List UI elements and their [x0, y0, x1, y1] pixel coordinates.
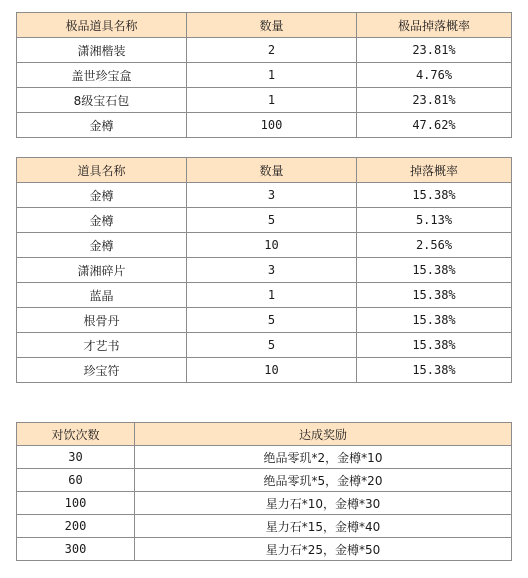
table-cell: 金樽 [17, 208, 187, 233]
table-row [17, 446, 512, 469]
table-cell: 金樽 [17, 113, 187, 138]
table-row [17, 88, 512, 113]
table-row [17, 492, 512, 515]
table-cell: 2 [187, 38, 357, 63]
table-cell: 星力石*25，金樽*50 [135, 538, 512, 561]
table-cell: 23.81% [357, 38, 512, 63]
table-row [17, 515, 512, 538]
table-row [17, 469, 512, 492]
table-row [17, 233, 512, 258]
item-drop-table [16, 157, 512, 383]
table-cell: 3 [187, 258, 357, 283]
column-header: 对饮次数 [17, 423, 135, 446]
table-cell: 15.38% [357, 358, 512, 383]
table-cell: 8级宝石包 [17, 88, 187, 113]
table-row [17, 333, 512, 358]
table-cell: 5 [187, 308, 357, 333]
table-cell: 1 [187, 283, 357, 308]
table-cell: 15.38% [357, 183, 512, 208]
table-cell: 盖世珍宝盒 [17, 63, 187, 88]
table-row [17, 63, 512, 88]
table-cell: 15.38% [357, 283, 512, 308]
table-row [17, 283, 512, 308]
table-cell: 星力石*15，金樽*40 [135, 515, 512, 538]
table-cell: 根骨丹 [17, 308, 187, 333]
table-cell: 4.76% [357, 63, 512, 88]
column-header: 达成奖励 [135, 423, 512, 446]
table-cell: 3 [187, 183, 357, 208]
column-header: 数量 [187, 13, 357, 38]
table-cell: 100 [187, 113, 357, 138]
column-header: 极品掉落概率 [357, 13, 512, 38]
table-cell: 47.62% [357, 113, 512, 138]
header-row [17, 13, 512, 38]
table-cell: 潇湘碎片 [17, 258, 187, 283]
column-header: 数量 [187, 158, 357, 183]
table-cell: 才艺书 [17, 333, 187, 358]
table-cell: 金樽 [17, 233, 187, 258]
table-row [17, 258, 512, 283]
table-row [17, 113, 512, 138]
table-row [17, 208, 512, 233]
column-header: 极品道具名称 [17, 13, 187, 38]
table-row [17, 38, 512, 63]
table-cell: 60 [17, 469, 135, 492]
header-row [17, 158, 512, 183]
table-cell: 15.38% [357, 308, 512, 333]
column-header: 道具名称 [17, 158, 187, 183]
table-cell: 蓝晶 [17, 283, 187, 308]
table-cell: 金樽 [17, 183, 187, 208]
table-cell: 23.81% [357, 88, 512, 113]
table-cell: 30 [17, 446, 135, 469]
table-cell: 绝品零玑*2，金樽*10 [135, 446, 512, 469]
table-cell: 1 [187, 88, 357, 113]
table-cell: 200 [17, 515, 135, 538]
table-cell: 1 [187, 63, 357, 88]
header-row [17, 423, 512, 446]
table-cell: 2.56% [357, 233, 512, 258]
table-row [17, 538, 512, 561]
table-row [17, 358, 512, 383]
table-cell: 5 [187, 333, 357, 358]
table-cell: 5.13% [357, 208, 512, 233]
table-cell: 珍宝符 [17, 358, 187, 383]
table-cell: 300 [17, 538, 135, 561]
column-header: 掉落概率 [357, 158, 512, 183]
table-cell: 绝品零玑*5，金樽*20 [135, 469, 512, 492]
reward-table [16, 422, 512, 561]
table-cell: 15.38% [357, 258, 512, 283]
table-cell: 潇湘楷装 [17, 38, 187, 63]
table-cell: 10 [187, 358, 357, 383]
table-cell: 星力石*10，金樽*30 [135, 492, 512, 515]
table-row [17, 308, 512, 333]
table-cell: 10 [187, 233, 357, 258]
table-cell: 100 [17, 492, 135, 515]
table-row [17, 183, 512, 208]
premium-drop-table [16, 12, 512, 138]
table-cell: 5 [187, 208, 357, 233]
table-cell: 15.38% [357, 333, 512, 358]
